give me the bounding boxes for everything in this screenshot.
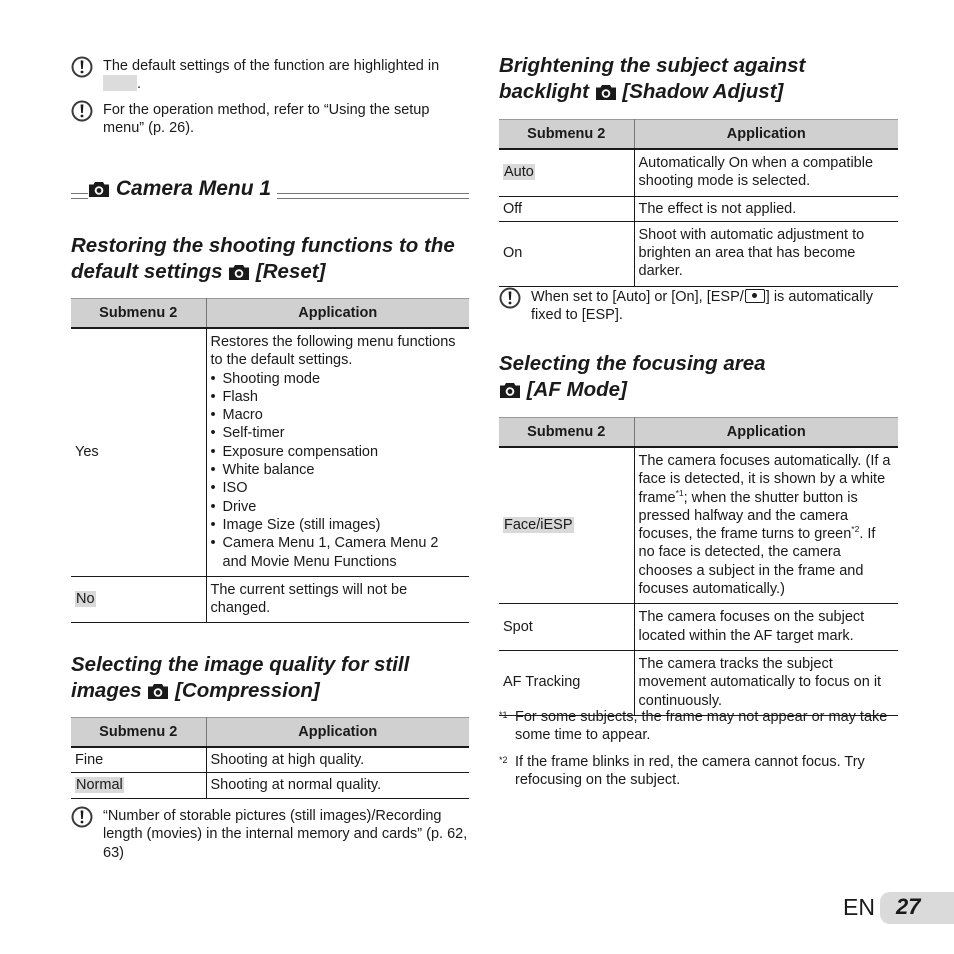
list-item: • White balance [211, 461, 466, 479]
row-label: AF Tracking [499, 650, 634, 715]
af-mode-table [499, 417, 898, 716]
caution-icon [499, 287, 521, 309]
table-header: Submenu 2 Application [499, 418, 898, 448]
note-default-settings: The default settings of the function are highlighted in . [71, 56, 469, 96]
row-application: The camera focuses on the subject located within the AF target mark. [634, 604, 898, 651]
note-operation-method [71, 100, 469, 140]
camera-icon [499, 381, 521, 399]
row-application: The camera tracks the subject movement automatically to focus on it continuously. [634, 650, 898, 715]
row-label: Normal [71, 773, 206, 798]
table-row [499, 650, 898, 715]
table-row [499, 447, 898, 604]
table-row [71, 576, 469, 623]
table-header: Submenu 2 Application [499, 120, 898, 150]
af-mode-heading: Selecting the focusing area [AF Mode] [499, 352, 766, 401]
note-text: When set to [Auto] or [On], [ESP/ ] is automatically fixed to [ESP]. [531, 289, 873, 324]
table-header: Submenu 2 Application [71, 299, 469, 329]
row-application: Shooting at high quality. [206, 747, 469, 773]
note-storable-pictures [71, 806, 469, 866]
row-application: Automatically On when a compatible shooting mode is selected. [634, 149, 898, 196]
list-item: • Camera Menu 1, Camera Menu 2 and Movie Menu Functions [211, 534, 466, 571]
reset-table [71, 298, 469, 623]
camera-icon [88, 180, 110, 198]
row-application: The current settings will not be changed. [206, 576, 469, 623]
list-item: • ISO [211, 479, 466, 497]
table-row [499, 149, 898, 196]
table-row [499, 604, 898, 651]
note-text: For the operation method, refer to “Using the setup menu” (p. 26). [103, 102, 430, 137]
row-application: The effect is not applied. [634, 196, 898, 221]
page-number-area [843, 892, 954, 924]
caution-icon [71, 806, 93, 828]
row-label: Yes [71, 328, 206, 576]
row-application: The camera focuses automatically. (If a face is detected, it is shown by a white frame$^{*1}$; when the shutter button is pressed halfway and the camera focuses, the frame turns to green$^{*2}$. If no face is detected, the camera chooses a subject in the frame and focuses automatically.) [634, 447, 898, 604]
shadow-adjust-heading: Brightening the subject against backlight [Shadow Adjust] [499, 54, 806, 103]
chapter-heading [71, 176, 469, 206]
compression-table [71, 717, 469, 799]
caution-icon [71, 100, 93, 122]
list-item: • Shooting mode [211, 370, 466, 388]
table-row [499, 221, 898, 286]
row-label: Fine [71, 747, 206, 773]
table-header: Submenu 2 Application [71, 718, 469, 748]
note-esp [499, 287, 898, 327]
row-application: Restores the following menu functions to the default settings. • Shooting mode • Flash • Macro • Self-timer • Exposure compensation • White balance • ISO • Drive • Image Size (still images) • Camera Menu 1, Camera Menu 2 and Movie Menu Functions [206, 328, 469, 576]
reset-heading: Restoring the shooting functions to the default settings [Reset] [71, 234, 455, 283]
note-text: “Number of storable pictures (still images)/Recording length (movies) in the internal memory and cards” (p. 62, 63) [103, 808, 468, 861]
table-row [71, 773, 469, 798]
table-row [71, 747, 469, 773]
list-item: • Drive [211, 498, 466, 516]
camera-icon [147, 682, 169, 700]
reset-items-list [211, 370, 466, 571]
highlight-swatch [103, 75, 137, 91]
language-label: EN [843, 894, 875, 920]
table-row [499, 196, 898, 221]
row-label: No [71, 576, 206, 623]
row-label: On [499, 221, 634, 286]
row-application: Shooting at normal quality. [206, 773, 469, 798]
spot-metering-icon [745, 289, 765, 303]
row-label: Face/iESP [499, 447, 634, 604]
shadow-adjust-table [499, 119, 898, 287]
row-label: Off [499, 196, 634, 221]
chapter-title: Camera Menu 1 [115, 177, 272, 200]
caution-icon [71, 56, 93, 78]
camera-icon [595, 83, 617, 101]
row-label: Auto [499, 149, 634, 196]
list-item: • Image Size (still images) [211, 516, 466, 534]
table-row [71, 328, 469, 576]
camera-icon [228, 263, 250, 281]
list-item: • Exposure compensation [211, 443, 466, 461]
list-item: • Self-timer [211, 424, 466, 442]
row-application: Shoot with automatic adjustment to brighten an area that has become darker. [634, 221, 898, 286]
list-item: • Macro [211, 406, 466, 424]
note-text: The default settings of the function are highlighted in [103, 58, 440, 74]
page-number-tab [880, 892, 954, 924]
compression-heading: Selecting the image quality for still images [Compression] [71, 653, 410, 702]
list-item: • Flash [211, 388, 466, 406]
row-label: Spot [499, 604, 634, 651]
page-number: 27 [896, 894, 921, 919]
